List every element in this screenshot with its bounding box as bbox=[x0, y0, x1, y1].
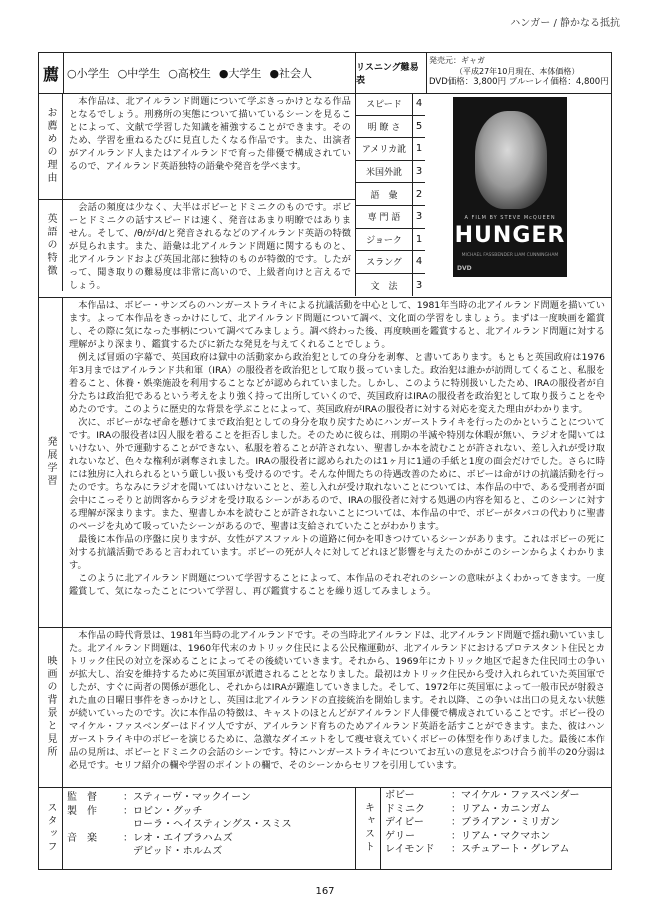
sales-distributor: 発売元：ギャガ bbox=[429, 56, 485, 65]
grade-junior-high: ○中学生 bbox=[117, 67, 161, 80]
staff-row: デビッド・ホルムズ bbox=[123, 846, 223, 857]
reason-text: 本作品は、北アイルランド問題について学ぶきっかけとなる作品となるでしょう。刑務所の実態について描いているシーンを見ることによって、文献で学習した知識を補強することができます。そのため、学習を重ねるたびに見直したくなる作品です。また、出演者がアイルランド人またはアイルランドで育った俳優で構成されているので、アイルランド英語独特の語彙や発音を学べます。 bbox=[69, 96, 351, 172]
divider bbox=[39, 199, 355, 200]
reason-label: お薦めの理由 bbox=[39, 93, 63, 199]
staff-row: 監 督 ：スティーヴ・マックイーン bbox=[67, 792, 251, 803]
divider bbox=[39, 627, 611, 628]
development-text: 本作品は、ボビー・サンズらのハンガーストライキによる抗議活動を中心として、1981年当時の北アイルランド問題を描いています。よって本作品をきっかけにして、北アイルランド問題について調べ、文化面の学習をしましょう。まずは一度映画を鑑賞し、その際に気になった事柄について調べてみましょう。調べ終わった後、再度映画を鑑賞すると、北アイルランド問題に対する理解がより深まり、鑑賞するたびに新たな発見を与えてくれることでしょう。 例えば冒頭の字幕で、英国政府は獄中の活動家から政治犯としての身分を剥奪、と書いてあります。もともと英国政府は1976年3月まではアイルランド共和軍（IRA）の服役者を政治犯として取り扱っていました。政治犯は誰かが訪問してくること、私服を着ること、休養・娯楽施設を利用することなどが認められていました。しかし、このように特別扱いしたため、IRAの服役者が自分たちは政治犯であるという考えをより強く持って出所していくので、英国政府はIRAの服役者を政治犯として取り扱うことをやめたのです。このように歴史的な背景を学ぶことによって、英国政府がIRAの服役者に対する対応を変えた理由がわかります。 次に、ボビーがなぜ命を懸けてまで政治犯としての身分を取り戻すためにハンガーストライキを行ったのかということについてです。IRAの服役者は囚人服を着ることを拒否しました。そのために彼らは、刑期の半減や特別な休暇が無い、ラジオを聞いてはいけない、外で運動することができない、私服を着ることが許されない、聖書しか本を読むことが許されない、差し入れが受け取れないなど、色々な権利が剥奪されました。IRAの服役者に認められたのは1ヶ月に1通の手紙と1度の面会だけでした。さらに時には独房に入れられるという厳しい扱いも受けるのです。そんな仲間たちの待遇改善のために、ボビーは命がけの抗議活動を行ったのです。ちなみにラジオを聞いてはいけないことと、差し入れが受け取れないことについては、本作品の中で、ある受刑者が面会中にこっそりと訪問客からラジオを受け取るシーンがあるので、IRAの服役者に対する処遇の内容を知ると、このシーンに対する理解が深まります。また、聖書しか本を読むことが許されないことについては、本作品の中で、ボビーがタバコの代わりに聖書のページを丸めて吸っていたシーンがあるので、聖書は支給されていたことがわかります。 最後に本作品の序盤に戻りますが、女性がアスファルトの道路に何かを叩きつけているシーンがあります。これはボビーの死に対する抗議活動であると言われています。ボビーの死が人々に対してどれほど影響を与えたのかがこのシーンからよくわかります。 このように北アイルランド問題について学習することによって、本作品のそれぞれのシーンの意味がよくわかってきます。一度鑑賞して、気になったことについて学習し、再び鑑賞することを繰り返してみましょう。 bbox=[69, 300, 605, 597]
staff-row: 製 作 ：ロビン・グッチ bbox=[67, 805, 203, 817]
features-label: 英語の特徴 bbox=[39, 199, 63, 291]
divider bbox=[39, 787, 611, 788]
rating-row: 専 門 語 3 bbox=[355, 206, 425, 229]
page-number: 167 bbox=[315, 886, 335, 897]
poster-dvd-logo: DVD bbox=[457, 265, 472, 272]
rating-row: スピード 4 bbox=[355, 93, 425, 116]
poster-title: HUNGER bbox=[454, 223, 566, 248]
staff-row: ローラ・ヘイスティングス・スミス bbox=[123, 819, 292, 830]
sales-date-note: （平成27年10月現在、本体価格） bbox=[455, 67, 580, 76]
movie-poster bbox=[453, 97, 567, 277]
cast-row: レイモンド ：スチュアート・グレアム bbox=[385, 844, 570, 855]
rating-row: 語 彙 2 bbox=[355, 183, 425, 206]
poster-cast: MICHAEL FASSBENDER LIAM CUNNINGHAM bbox=[461, 253, 559, 258]
sales-info bbox=[429, 55, 609, 88]
difficulty-title: リスニング難易表 bbox=[355, 53, 427, 93]
background-text: 本作品の時代背景は、1981年当時の北アイルランドです。その当時北アイルランドは、北アイルランド問題で揺れ動いていました。北アイルランド問題は、1960年代末のカトリック住民による公民権運動が、北アイルランドにおけるプロテスタント住民とカトリック住民の対立を深めることによってその後続いていきます。それから、1969年にカトリック地区で起きた住民同士の争いが拡大し、治安を維持するために英国軍が派遣されることとなりました。最初はカトリック住民から受け入れられていた英国軍でしたが、すぐに両者の関係が悪化し、それからはIRAが躍進していきました。そして、1972年に英国軍によって一般市民が射殺された血の日曜日事件をきっかけとし、英国は北アイルランドの直接統治を開始します。それ以降、この争いは出口の見えない状態が続いていったのです。次に本作品の特徴は、キャストのほとんどがアイルランド人俳優で構成されていることです。ボビー役のマイケル・ファスベンダーはドイツ人ですが、アイルランド育ちのためアイルランド英語を話すことができます。また、彼はハンガーストライキ中のボビーを演じるために、急激なダイエットをして痩せ衰えていくボビーの体型を作りあげました。最後に本作品の見所は、ボビーとドミニクの会話のシーンです。特にハンガーストライキについてお互いの意見をぶつけ合う前半の20分弱は必見です。セリフ紹介の欄や学習のポイントの欄で、そのシーンからセリフを引用しています。 bbox=[69, 630, 605, 771]
cast-row: ボビー ：マイケル・ファスベンダー bbox=[385, 790, 580, 801]
info-table bbox=[38, 52, 612, 870]
cast-row: ドミニク ：リアム・カニンガム bbox=[385, 803, 551, 815]
running-header: ハンガー / 静かなる抵抗 bbox=[510, 18, 620, 29]
features-text: 会話の頻度は少なく、大半はボビーとドミニクのものです。ボビーとドミニクの話すスピードは速く、発音はあまり明瞭ではありません。そして、/θ/が/d/と発音されるなどのアイルランド英語の特徴が見られます。また、語彙は北アイルランド問題に関するものと、北アイルランドおよび英国北部に独特のものが特徴的です。したがって、聞き取りの難易度は非常に高いので、上級者向けと言えるでしょう。 bbox=[69, 202, 351, 291]
grade-list bbox=[67, 53, 312, 93]
recommend-row bbox=[39, 53, 611, 94]
grade-adult: ●社会人 bbox=[269, 67, 313, 80]
difficulty-ratings bbox=[355, 93, 425, 296]
rating-row: ジョーク 1 bbox=[355, 229, 425, 252]
poster-director: A FILM BY STEVE McQUEEN bbox=[464, 215, 556, 221]
cast-row: ゲリー ：リアム・マクマホン bbox=[385, 830, 551, 842]
rating-row: アメリカ訛 1 bbox=[355, 138, 425, 161]
rating-row: 米国外訛 3 bbox=[355, 161, 425, 184]
development-label: 発展学習 bbox=[39, 297, 63, 627]
cast-row: デイビー ：ブライアン・ミリガン bbox=[385, 817, 560, 828]
staff-list bbox=[67, 791, 292, 859]
staff-label: スタッフ bbox=[39, 787, 63, 869]
recommend-label: 薦 bbox=[39, 53, 64, 93]
divider bbox=[39, 297, 611, 298]
staff-row: 音 楽 ：レオ・エイブラハムズ bbox=[67, 832, 233, 844]
rating-row: 文 法 3 bbox=[355, 274, 425, 297]
grade-high-school: ○高校生 bbox=[168, 67, 211, 80]
poster-portrait bbox=[475, 111, 547, 209]
rating-row: スラング 4 bbox=[355, 251, 425, 274]
grade-university: ●大学生 bbox=[218, 67, 262, 80]
background-label: 映画の背景と見所 bbox=[39, 627, 63, 787]
sales-price: DVD価格：3,800円 ブルーレイ価格：4,800円 bbox=[429, 77, 609, 87]
rating-row: 明 瞭 さ 5 bbox=[355, 116, 425, 139]
cast-list bbox=[385, 789, 580, 857]
grade-elementary: ○小学生 bbox=[67, 67, 110, 80]
cast-label: キャスト bbox=[355, 787, 381, 869]
